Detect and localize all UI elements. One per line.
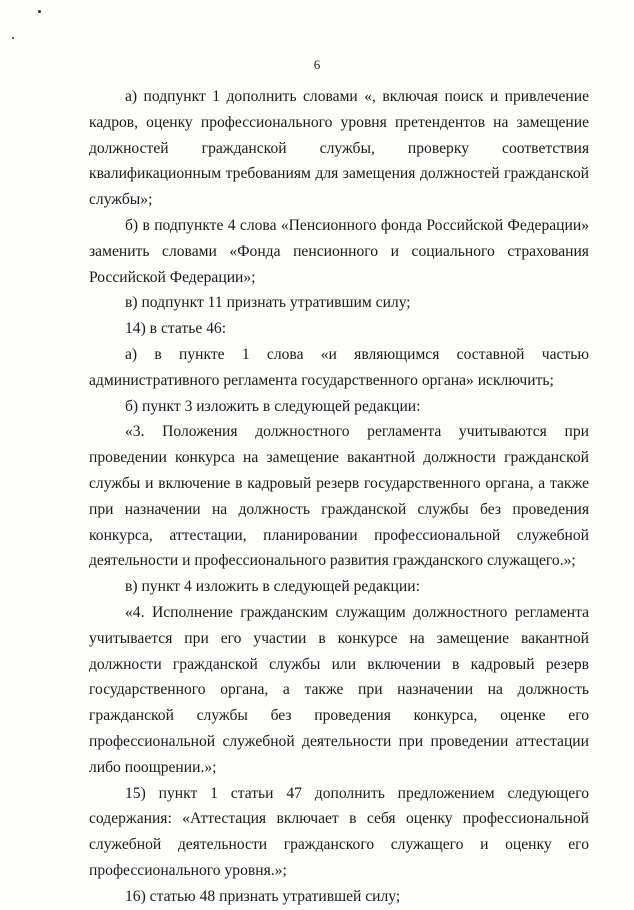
scan-speck [38, 10, 41, 13]
paragraph: 16) статью 48 признать утратившей силу; [125, 887, 401, 905]
page-number: 6 [313, 57, 321, 72]
paragraph: в) подпункт 11 признать утратившим силу; [125, 294, 411, 312]
paragraph: в) пункт 4 изложить в следующей редакции: [125, 578, 420, 596]
paragraph: а) в пункте 1 слова «и являющимся составной частью административного регламента государственного органа» исключить; [89, 345, 589, 389]
paragraph: 15) пункт 1 статьи 47 дополнить предложением следующего содержания: «Аттестация включает в себя оценку профессиональной служебной деятельности гражданского служащего и оценку его профессионального уровня.»; [89, 784, 589, 879]
document-body [89, 84, 589, 910]
paragraph: «4. Исполнение гражданским служащим должностного регламента учитывается при его участии в конкурсе на замещение вакантной должности гражданской службы или включении в кадровый резерв государственного органа, а также при назначении на должность гражданской службы без проведения конкурса, оценке его профессиональной служебной деятельности при проведении аттестации либо поощрении.»; [89, 603, 589, 776]
paragraph: а) подпункт 1 дополнить словами «, включая поиск и привлечение кадров, оценку профессионального уровня претендентов на замещение должностей гражданской службы, проверку соответствия квалификационным требованиям для замещения должностей гражданской службы»; [89, 88, 589, 209]
paragraph: б) пункт 3 изложить в следующей редакции: [125, 397, 421, 415]
paragraph: б) в подпункте 4 слова «Пенсионного фонда Российской Федерации» заменить словами «Фонда пенсионного и социального страхования Российской Федерации»; [89, 216, 589, 286]
paragraph: «3. Положения должностного регламента учитываются при проведении конкурса на замещение вакантной должности гражданской службы и включение в кадровый резерв государственного органа, а также при назначении на должность гражданской службы без проведения конкурса, аттестации, планировании профессиональной служебной деятельности и профессионального развития гражданского служащего.»; [89, 423, 589, 570]
paragraph: 14) в статье 46: [125, 320, 227, 338]
scan-speck [12, 37, 14, 39]
